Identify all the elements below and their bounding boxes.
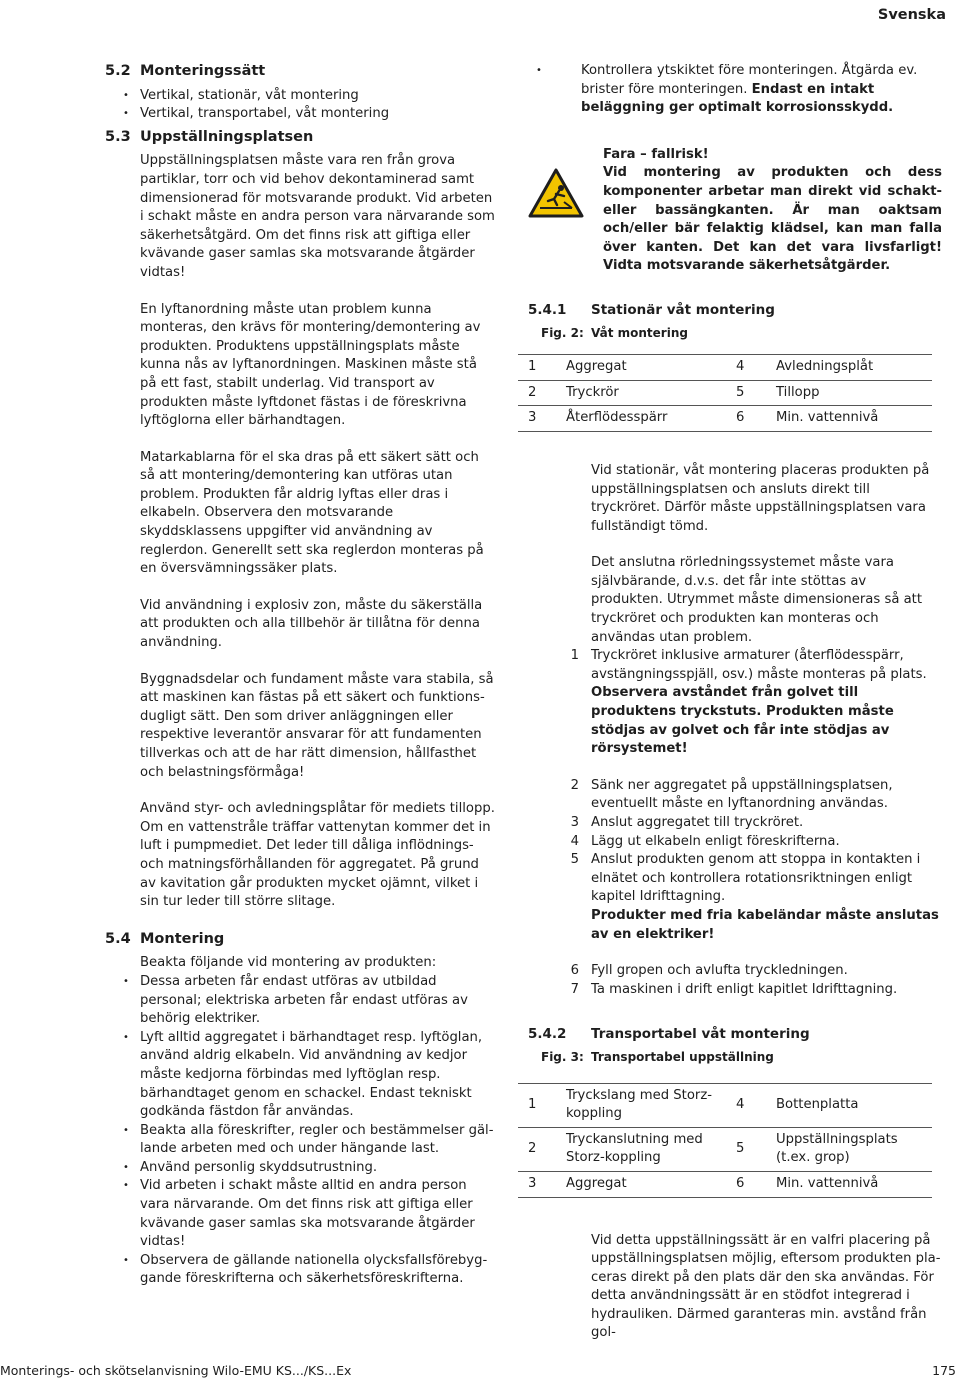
installation-steps — [528, 777, 942, 944]
list-item: • Vertikal, stationär, våt montering — [105, 87, 495, 106]
table-row: 1 Tryckslang med Storzkoppling 4 Bottenplatta — [518, 1083, 932, 1127]
paragraph: Det anslutna rörledningssystemet måste vara självbärande, d.v.s. det får inte stöttas av produkten. Utrymmet måste dimensioneras så att tryckröret och produkten kan monteras och användas utan problem. — [591, 555, 923, 645]
section-heading-5-4-1: 5.4.1 Stationär våt montering — [528, 301, 775, 318]
list-item: • Kontrollera ytskiktet före monteringen. Åtgärda ev. brister före monteringen. Endast en intakt beläggning ger optimalt korrosionsskydd. — [518, 62, 942, 118]
paragraph: Uppställningsplatsen måste vara ren från grova partiklar, torr och vid behov dekontaminerad samt dimensionerad för motsvarande produkt. Vid arbeten i schakt måste en andra person vara närvarande som säkerhetsåtgärd. Om det finns risk att giftiga eller kvävande gaser samlas ska motsvarande åtgärder vidtas! — [140, 153, 495, 280]
installation-steps — [528, 962, 942, 999]
list-item: • Beakta alla föreskrifter, regler och bestämmelser gällande arbeten med och under hängande last. — [105, 1122, 495, 1159]
figure-caption: Fig. 3: Transportabel uppställning — [541, 1049, 774, 1064]
list-item: 2 Sänk ner aggregatet på uppställningsplatsen, eventuellt måste en lyftanordning användas. — [570, 777, 893, 812]
table-row: 3 Aggregat 6 Min. vattennivå — [518, 1171, 932, 1197]
mounting-types-list — [105, 87, 495, 124]
list-item: 1 Tryckröret inklusive armaturer (återflödesspärr, avstängningsspjäll, osv.) måste monteras på plats. Observera avståndet från golvet till produktens tryckstuts. Produkten måste stödjas av golvet och får inte stödjas av rörsystemet! — [570, 648, 927, 757]
paragraph: Vid detta uppställningssätt är en valfri placering på uppställningsplatsen möjlig, eftersom produkten placeras direkt på den plats där den ska användas. För detta användningssätt är en stödfot integrerad i hydrauliken. Därmed garanteras min. avstånd från gol- — [591, 1232, 941, 1341]
list-item: • Använd personlig skyddsutrustning. — [105, 1159, 495, 1178]
section-heading-5-4: 5.4 Montering — [105, 930, 225, 947]
list-item: 3 Anslut aggregatet till tryckröret. — [570, 815, 804, 830]
left-column — [105, 62, 495, 1289]
language-label: Svenska — [877, 7, 946, 23]
legend-table-fig2 — [518, 354, 932, 432]
list-item: 7 Ta maskinen i drift enligt kapitlet Idrifttagning. — [570, 981, 898, 997]
surface-check-list — [518, 62, 942, 118]
paragraph: Byggnadsdelar och fundament måste vara stabila, så att maskinen kan fästas på ett säkert och funktionsdugligt sätt. Den som driver anläggningen eller respektive leverantör ansvarar för att fundamenten tillverkas och att de har rätt dimension, hållfasthet och belastningsförmåga! — [140, 671, 494, 780]
warning-title: Fara – fallrisk! — [603, 146, 709, 162]
right-column — [528, 62, 942, 1343]
paragraph: Använd styr- och avledningsplåtar för mediets tillopp. Om en vattenstråle träffar vattenytan kommer det in luft i pumpmediet. Det leder till dåliga inflödnings- och matningsförhållanden för aggregatet. På grund av kavitation går produkten mycket ojämnt, vilket i sin tur leder till större slitage. — [140, 801, 495, 910]
list-item: 6 Fyll gropen och avlufta tryckledningen. — [570, 963, 848, 979]
table-row: 2 Tryckrör 5 Tillopp — [518, 380, 932, 406]
table-row: 3 Återflödesspärr 6 Min. vattennivå — [518, 406, 932, 432]
table-row: 1 Aggregat 4 Avledningsplåt — [518, 355, 932, 381]
warning-text: Vid montering av produkten och dess komponenter arbetar man direkt vid schakt- eller bassängkanten. Är man oaktsam och/eller bär felaktig klädsel, kan man falla över kanten. Det kan det vara livsfarligt! Vidta motsvarande säkerhetsåtgärder. — [603, 165, 942, 274]
fall-hazard-icon — [528, 146, 603, 276]
list-item: 5 Anslut produkten genom att stoppa in kontakten i elnätet och kontrollera rotationsriktningen enligt kapitel Idrifttagning. Produkter med fria kabeländar måste anslutas av en elektriker! — [570, 852, 939, 942]
section-intro: Beakta följande vid montering av produkten: — [140, 955, 437, 971]
figure-caption: Fig. 2: Våt montering — [541, 325, 688, 340]
paragraph: Vid användning i explosiv zon, måste du säkerställa att produkten och alla tillbehör är tillåtna för denna användning. — [140, 597, 483, 651]
paragraph: Vid stationär, våt montering placeras produkten på uppställningsplatsen och ansluts direkt till tryckröret. Därför måste uppställningsplatsen vara fullständigt tömd. — [591, 462, 930, 534]
section-heading-5-2: 5.2 Monteringssätt — [105, 63, 266, 79]
footer-title: Monterings- och skötselanvisning Wilo-EMU KS.../KS...Ex — [0, 1363, 352, 1378]
list-item: • Lyft alltid aggregatet i bärhandtaget resp. lyftöglan, använd aldrig elkabeln. Vid användning av kedjor måste kedjorna förbindas med lyftöglan resp. bärhandtaget genom en schackel. Endast tekniskt godkända fästdon får användas. — [105, 1029, 495, 1122]
page-number: 175 — [932, 1363, 956, 1378]
installation-notes-list — [105, 973, 495, 1289]
paragraph: Matarkablarna för el ska dras på ett säkert sätt och så att montering/demontering kan utföras utan problem. Produkten får aldrig lyftas eller dras i elkabeln. Observera den motsvarande skyddsklassens uppgifter vid användning av reglerdon. Generellt sett ska reglerdon monteras på en översvämningssäker plats. — [140, 449, 484, 577]
table-row: 2 Tryckanslutning med Storz-koppling 5 Uppställningsplats (t.ex. grop) — [518, 1127, 932, 1171]
list-item: • Dessa arbeten får endast utföras av utbildad personal; elektriska arbeten får endast utföras av behörig elektriker. — [105, 973, 495, 1029]
section-heading-5-4-2: 5.4.2 Transportabel våt montering — [528, 1026, 810, 1043]
list-item: • Vertikal, transportabel, våt montering — [105, 105, 495, 124]
list-item: 4 Lägg ut elkabeln enligt föreskrifterna. — [570, 833, 840, 849]
list-item: • Observera de gällande nationella olycksfallsförebyggande föreskrifterna och säkerhetsföreskrifterna. — [105, 1252, 495, 1289]
paragraph: En lyftanordning måste utan problem kunna monteras, den krävs för montering/demontering av produkten. Produktens uppställningsplats måste kunna nås av lyftanordningen. Maskinen måste stå på ett fast, stabilt underlag. Vid transport av produkten måste lyftdonet fästas i de föreskrivna lyftöglorna eller bärhandtagen. — [140, 301, 481, 429]
list-item: • Vid arbeten i schakt måste alltid en andra person vara närvarande. Om det finns risk att giftiga eller kvävande gaser samlas ska motsvarande åtgärder vidtas! — [105, 1177, 495, 1251]
section-heading-5-3: 5.3 Uppställningsplatsen — [105, 128, 314, 145]
warning-box — [528, 146, 942, 276]
installation-steps — [528, 647, 942, 759]
legend-table-fig3 — [518, 1083, 932, 1198]
